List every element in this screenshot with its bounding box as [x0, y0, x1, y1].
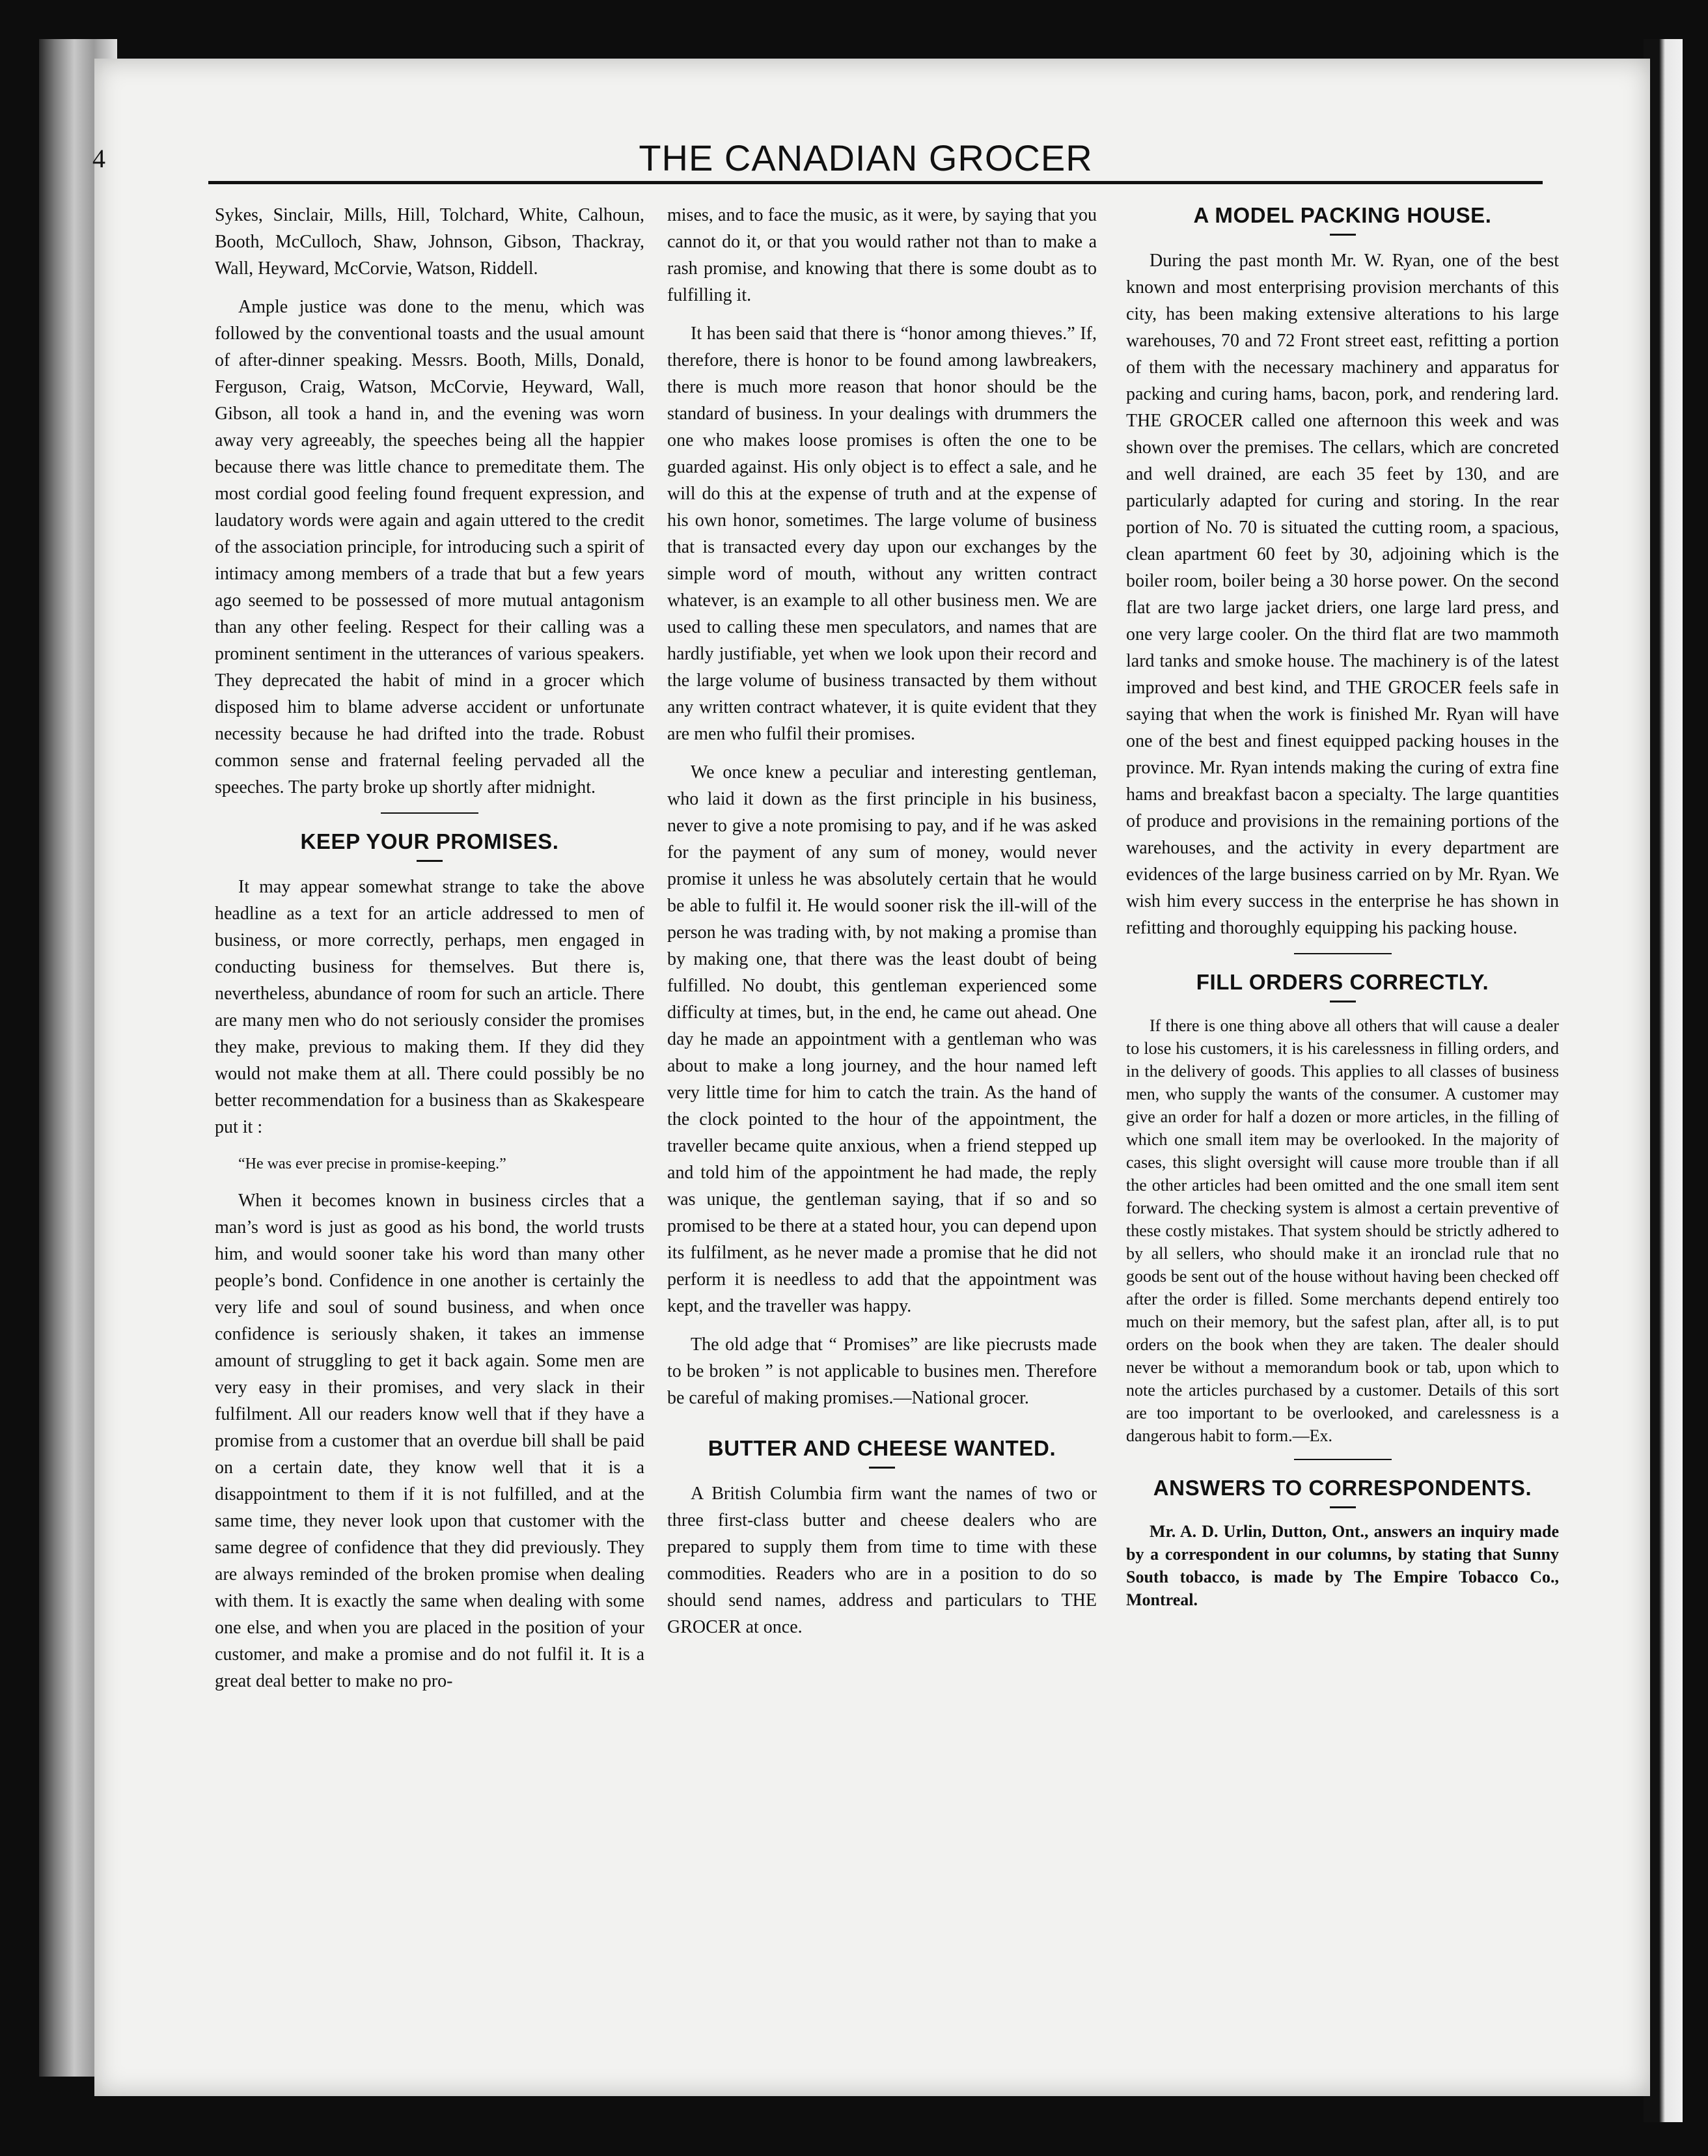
article-heading: KEEP YOUR PROMISES. [300, 829, 559, 853]
heading-dash [869, 1467, 895, 1469]
article-paragraph: We once knew a peculiar and interesting gentleman, who laid it down as the first principle in his business, never to give a note promising to pay, and if he was asked for the payment of any sum of money, would never promise it unless he was absolutely certain that he would be able to fulfil it. He would sooner risk the ill-will of the person he was trading with, by not making a promise than by making one, that there was the least doubt of being fulfilled. No doubt, this gentleman experienced some difficulty at times, but, in the end, he came out ahead. One day he made an appointment with a gentleman who was about to make a long journey, and the hour named left very little time for him to catch the train. As the hand of the clock pointed to the hour of the appointment, the traveller became quite anxious, when a friend stepped up and told him of the appointment he had made, the reply was unique, the gentleman saying, that if so and so promised to be there at a stated hour, you can depend upon its fulfilment, as he never made a promise that he did not perform it is needless to add that the appointment was kept, and the traveller was happy. [667, 762, 1097, 1316]
quotation: “He was ever precise in promise-keeping.” [238, 1155, 506, 1172]
article-separator [1294, 953, 1392, 954]
article-separator [1294, 1459, 1392, 1460]
heading-dash [417, 860, 443, 862]
column-1 [215, 202, 644, 1706]
heading-dash [1330, 1001, 1356, 1002]
header-rule [208, 181, 1543, 184]
article-separator [381, 812, 478, 814]
article-paragraph: Mr. A. D. Urlin, Dutton, Ont., answers an inquiry made by a correspondent in our columns, by stating that Sunny South tobacco, is made by The Empire Tobacco Co., Montreal. [1126, 1522, 1559, 1609]
heading-dash [1330, 1506, 1356, 1508]
article-paragraph: During the past month Mr. W. Ryan, one of the best known and most enterprising provision merchants of this city, has been making extensive alterations to his large warehouses, 70 and 72 Front street east, refitting a portion of them with the necessary machinery and apparatus for packing and curing hams, bacon, pork, and rendering lard. THE GROCER called one afternoon this week and was shown over the premises. The cellars, which are concreted and well drained, are each 35 feet by 130, and are particularly adapted for curing and storing. In the rear portion of No. 70 is situated the cutting room, a spacious, clean apartment 60 feet by 30, adjoining which is the boiler room, boiler being a 30 horse power. On the second flat are two large jacket driers, one large lard press, and one very large cooler. On the third flat are two mammoth lard tanks and smoke house. The machinery is of the latest improved and best kind, and THE GROCER feels safe in saying that when the work is finished Mr. Ryan will have one of the best and finest equipped packing houses in the province. Mr. Ryan intends making the curing of extra fine hams and breakfast bacon a specialty. The large quantities of produce and provisions in the remaining portions of the warehouses, and the activity in every department are evidences of the large business carried on by Mr. Ryan. We wish him every success in the enterprise he has shown in refitting and thoroughly equipping his packing house. [1126, 251, 1559, 938]
article-paragraph: If there is one thing above all others that will cause a dealer to lose his customers, it is his carelessness in filling orders, and in the delivery of goods. This applies to all classes of business men, who supply the wants of the consumer. A customer may give an order for half a dozen or more articles, in the filling of which one small item may be overlooked. In the majority of cases, this slight oversight will cause more trouble than if all the other articles had been omitted and the one small item sent forward. The checking system is almost a certain preventive of these costly mistakes. That system should be strictly adhered to by all sellers, who should make it an ironclad rule that no goods be sent out of the house without having been checked off after the order is filled. Some merchants depend entirely too much on their memory, but the safest plan, after all, is to put orders on the book when they are taken. The dealer should never be without a memorandum book or tab, upon which to note the articles purchased by a customer. Details of this sort are too important to be overlooked, and carelessness is a dangerous habit to form.—Ex. [1126, 1016, 1559, 1445]
article-heading: A MODEL PACKING HOUSE. [1193, 203, 1492, 227]
article-heading: FILL ORDERS CORRECTLY. [1196, 970, 1489, 994]
column-3 [1126, 202, 1559, 1623]
article-paragraph: It has been said that there is “honor among thieves.” If, therefore, there is honor to be found among lawbreakers, there is much more reason that honor should be the standard of business. In your dealings with drummers the one who makes loose promises is often the one to be guarded against. His only object is to effect a sale, and he will do this at the expense of truth and at the expense of his own honor, sometimes. The large volume of business that is transacted every day upon our exchanges by the simple word of mouth, without any written contract whatever, is an example to all other business men. We are used to calling these men speculators, and names that are hardly justifiable, yet when we look upon their record and the large volume of business transacted by them without any written contract whatever, it is quite evident that they are men who fulfil their promises. [667, 324, 1097, 744]
article-paragraph: Ample justice was done to the menu, which was followed by the conventional toasts and the usual amount of after-dinner speaking. Messrs. Booth, Mills, Donald, Ferguson, Craig, Watson, McCorvie, Heyward, Wall, Gibson, all took a hand in, and the evening was worn away very agreeably, the speeches being all the happier because there was little chance to premeditate them. The most cordial good feeling found frequent expression, and laudatory words were again and again uttered to the credit of the association principle, for introducing such a spirit of intimacy among members of a trade that but a few years ago seemed to be possessed of more mutual antagonism than any other feeling. Respect for their calling was a prominent sentiment in the utterances of various speakers. They deprecated the habit of mind in a grocer which disposed him to blame adverse accident or unfortunate necessity because he had drifted into the trade. Robust common sense and fraternal feeling pervaded all the speeches. The party broke up shortly after midnight. [215, 297, 644, 797]
article-heading: BUTTER AND CHEESE WANTED. [708, 1436, 1056, 1460]
article-heading: ANSWERS TO CORRESPONDENTS. [1153, 1476, 1532, 1500]
heading-dash [1330, 234, 1356, 236]
masthead-title: THE CANADIAN GROCER [639, 137, 1093, 178]
article-paragraph: The old adge that “ Promises” are like piecrusts made to be broken ” is not applicable to busines men. Therefore be careful of making promises.—National grocer. [667, 1334, 1097, 1408]
article-paragraph: It may appear somewhat strange to take the above headline as a text for an article addressed to men of business, or more correctly, perhaps, men engaged in conducting business for themselves. But there is, nevertheless, abundance of room for such an article. There are many men who do not seriously consider the promises they make, previous to making them. If they did they would not make them at all. There could possibly be no better recommendation for a business than as Skakespeare put it : [215, 877, 644, 1137]
attendee-list: Sykes, Sinclair, Mills, Hill, Tolchard, White, Calhoun, Booth, McCulloch, Shaw, Johnson, Gibson, Thackray, Wall, Heyward, McCorvie, Watson, Riddell. [215, 205, 644, 279]
article-paragraph: A British Columbia firm want the names of two or three first-class butter and cheese dealers who are prepared to supply them from time to time with these commodities. Readers who are in a position to do so should send names, address and particulars to THE GROCER at once. [667, 1484, 1097, 1637]
article-paragraph: When it becomes known in business circles that a man’s word is just as good as his bond, the world trusts him, and would sooner take his word than many other people’s bond. Confidence in one another is certainly the very life and soul of sound business, and when once confidence is seriously shaken, it takes an immense amount of struggling to get it back again. Some men are very easy in their promises, and very slack in their fulfilment. All our readers know well that if they have a promise from a customer that an overdue bill shall be paid on a certain date, they know well that it is a disappointment to them if it is not fulfilled, and at the same time, they never look upon that customer with the same degree of confidence that they did previously. They are always reminded of the broken promise when dealing with them. It is exactly the same when dealing with some one else, and when you are placed in the position of your customer, and make a promise and do not fulfil it. It is a great deal better to make no pro- [215, 1191, 644, 1691]
page-number: 4 [92, 144, 105, 173]
article-paragraph: mises, and to face the music, as it were, by saying that you cannot do it, or that you would rather not than to make a rash promise, and knowing that there is some doubt as to fulfilling it. [667, 205, 1097, 305]
column-2 [667, 202, 1097, 1652]
